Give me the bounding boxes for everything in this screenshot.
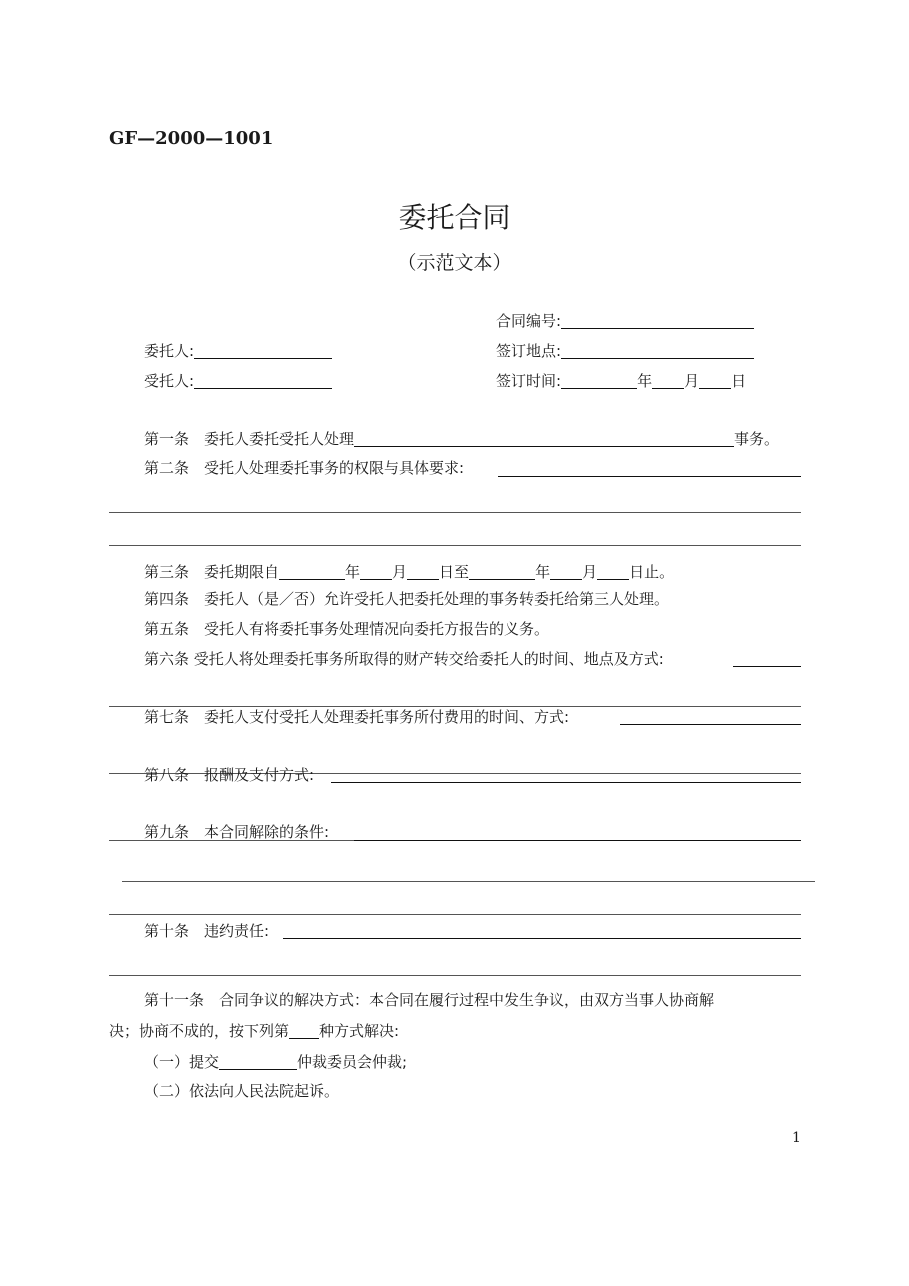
month-label: 月 — [684, 372, 700, 390]
arbitration-committee-blank[interactable] — [219, 1054, 297, 1070]
year-label: 年 — [535, 563, 551, 581]
clause-8 — [144, 768, 314, 783]
clause-2-text: 第二条 受托人处理委托事务的权限与具体要求: — [144, 459, 465, 477]
contract-number-blank[interactable] — [561, 313, 754, 329]
document-subtitle: （示范文本） — [397, 252, 512, 274]
option-1-suffix: 仲裁委员会仲裁; — [297, 1053, 408, 1071]
clause-3-text: 第三条 委托期限自 — [144, 563, 280, 581]
term-start-day-blank[interactable] — [407, 564, 439, 580]
clause-7-blank[interactable] — [620, 724, 801, 725]
agent-blank[interactable] — [194, 373, 332, 389]
option-2: （二）依法向人民法院起诉。 — [144, 1082, 340, 1100]
clause-2-blank[interactable] — [498, 476, 801, 477]
sign-place-field[interactable] — [496, 343, 754, 359]
dispute-option-blank[interactable] — [289, 1023, 319, 1039]
clause-9-fill-line[interactable] — [109, 914, 801, 915]
clause-11-line-1: 第十一条 合同争议的解决方式：本合同在履行过程中发生争议，由双方当事人协商解 — [144, 991, 715, 1009]
clause-1 — [144, 431, 779, 447]
month-label: 月 — [392, 563, 408, 581]
agent-label: 受托人: — [144, 372, 195, 390]
contract-number-label: 合同编号: — [496, 312, 562, 330]
month-label: 月 — [582, 563, 598, 581]
clause-1-suffix: 事务。 — [734, 430, 780, 448]
clause-10-blank[interactable] — [283, 938, 801, 939]
clause-3 — [144, 564, 674, 580]
clause-2-fill-line[interactable] — [109, 512, 801, 513]
clause-11-line-2 — [109, 1023, 399, 1039]
clause-2-fill-line[interactable] — [109, 545, 801, 546]
term-end-day-blank[interactable] — [597, 564, 629, 580]
principal-field[interactable] — [144, 343, 332, 359]
clause-5: 第五条 受托人有将委托事务处理情况向委托方报告的义务。 — [144, 620, 550, 638]
document-title: 委托合同 — [398, 201, 511, 234]
sign-year-blank[interactable] — [561, 373, 637, 389]
clause-6-text: 第六条 受托人将处理委托事务所取得的财产转交给委托人的时间、地点及方式: — [144, 650, 664, 668]
option-1 — [144, 1054, 407, 1070]
page-number: 1 — [792, 1130, 801, 1146]
term-start-year-blank[interactable] — [279, 564, 345, 580]
principal-blank[interactable] — [194, 343, 332, 359]
option-1-text: （一）提交 — [144, 1053, 220, 1071]
principal-label: 委托人: — [144, 342, 195, 360]
clause-7 — [144, 710, 569, 725]
clause-9-text: 第九条 本合同解除的条件: — [144, 823, 330, 841]
clause-11-suffix: 种方式解决: — [319, 1022, 400, 1040]
clause-11-text: 决；协商不成的，按下列第 — [109, 1022, 290, 1040]
clause-9-fill-line[interactable] — [122, 881, 815, 882]
year-label: 年 — [637, 372, 653, 390]
clause-6 — [144, 652, 664, 667]
clause-7-text: 第七条 委托人支付受托人处理委托事务所付费用的时间、方式: — [144, 708, 570, 726]
day-label: 日 — [731, 372, 747, 390]
clause-4: 第四条 委托人（是／否）允许受托人把委托处理的事务转委托给第三人处理。 — [144, 590, 670, 608]
sign-time-field[interactable] — [496, 373, 746, 389]
clause-9-blank[interactable] — [352, 840, 801, 841]
sign-place-blank[interactable] — [561, 343, 754, 359]
day-end-label: 日止。 — [629, 563, 675, 581]
sign-month-blank[interactable] — [652, 373, 684, 389]
year-label: 年 — [345, 563, 361, 581]
clause-8-text: 第八条 报酬及支付方式: — [144, 766, 315, 784]
term-end-year-blank[interactable] — [469, 564, 535, 580]
sign-place-label: 签订地点: — [496, 342, 562, 360]
contract-number-field[interactable] — [496, 313, 754, 329]
sign-day-blank[interactable] — [699, 373, 731, 389]
day-to-label: 日至 — [439, 563, 470, 581]
clause-1-blank[interactable] — [354, 431, 734, 447]
agent-field[interactable] — [144, 373, 332, 389]
clause-2 — [144, 461, 464, 476]
clause-6-fill-line[interactable] — [109, 706, 801, 707]
clause-9 — [144, 825, 329, 840]
clause-9-fill-line[interactable] — [109, 840, 354, 841]
clause-10-fill-line[interactable] — [109, 975, 801, 976]
document-code: GF—2000—1001 — [109, 128, 274, 149]
clause-8-blank[interactable] — [331, 782, 801, 783]
term-end-month-blank[interactable] — [550, 564, 582, 580]
clause-10-text: 第十条 违约责任: — [144, 922, 270, 940]
clause-10 — [144, 924, 269, 939]
clause-1-text: 第一条 委托人委托受托人处理 — [144, 430, 355, 448]
clause-6-blank[interactable] — [733, 666, 801, 667]
term-start-month-blank[interactable] — [360, 564, 392, 580]
sign-time-label: 签订时间: — [496, 372, 562, 390]
